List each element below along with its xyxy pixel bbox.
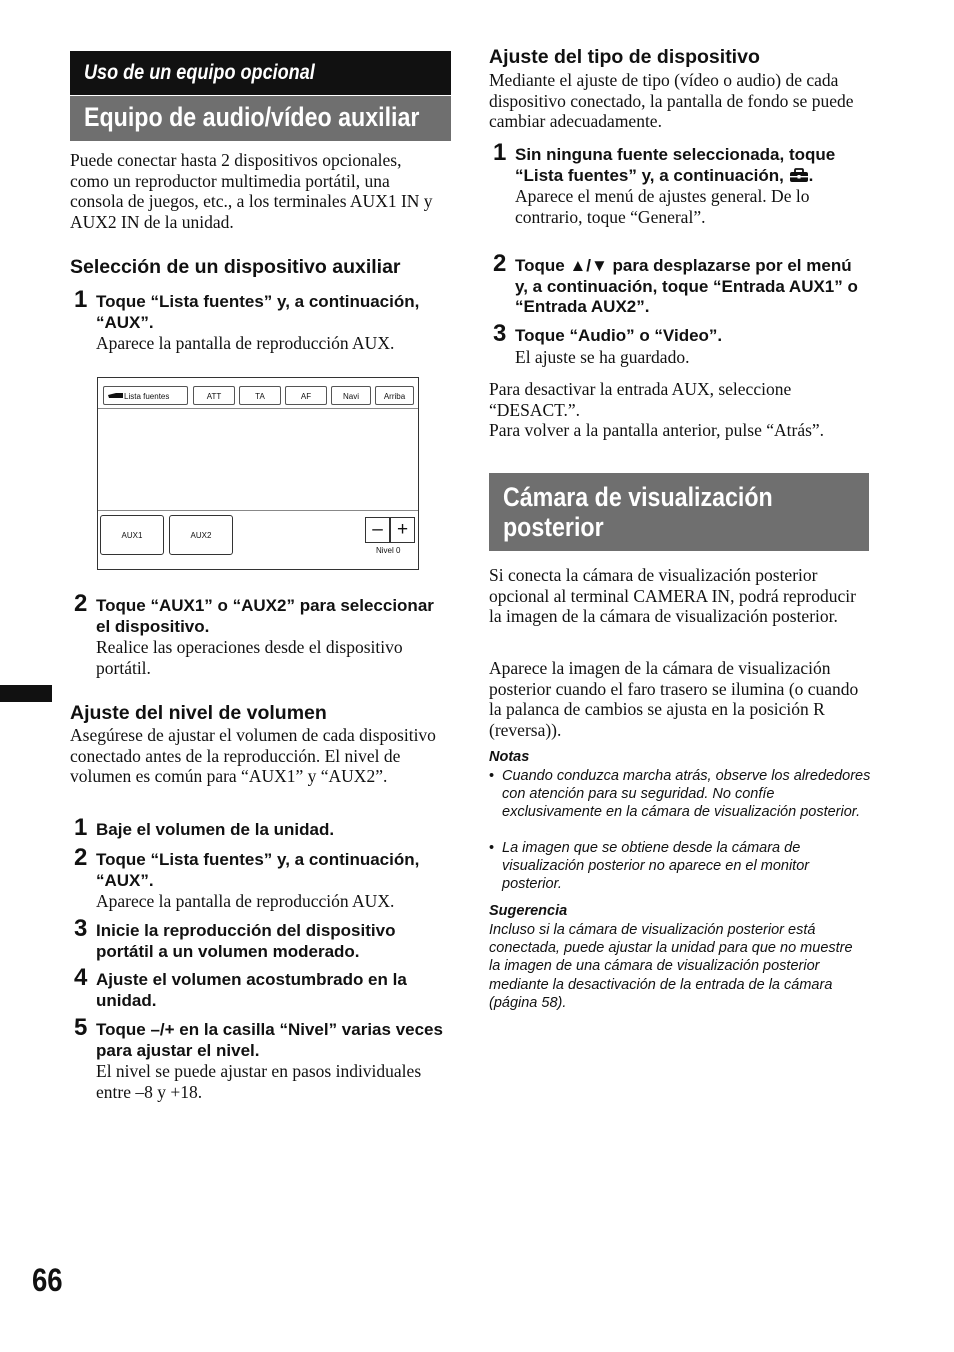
level-readout: Nivel 0 (376, 546, 401, 555)
step-result: El ajuste se ha guardado. (515, 346, 690, 367)
selection-heading: Selección de un dispositivo auxiliar (70, 256, 401, 278)
step-number: 1 (74, 814, 88, 841)
note-item (489, 767, 872, 822)
navi-button[interactable]: Navi (331, 386, 371, 405)
selection-step-2 (74, 590, 446, 679)
tip-text: Incluso si la cámara de visualización posterior está conectada, puede ajustar la unidad para que no muestre la imagen de una cámara de visualización posterior mediante la desactivación de la entrada de la cámara (página 58). (489, 922, 853, 1011)
camera-paragraph-2: Aparece la imagen de la cámara de visualización posterior cuando el faro trasero se ilumina (o cuando la palanca de cambios se ajusta en la posición R (reversa)). (489, 658, 859, 740)
device-type-step-1 (493, 139, 860, 228)
step-number: 2 (74, 844, 88, 871)
step-instruction: Toque “Audio” o “Video”. (515, 326, 723, 345)
step-result: Aparece el menú de ajustes general. De lo contrario, toque “General”. (515, 186, 810, 227)
step-instruction: Toque “Lista fuentes” y, a continuación, “AUX”. (96, 292, 420, 332)
camera-section-title (489, 473, 869, 551)
source-list-icon (107, 392, 124, 400)
tip-heading: Sugerencia (489, 903, 568, 919)
step-number: 4 (74, 964, 88, 991)
step-instruction: Toque ▲/▼ para desplazarse por el menú y, a continuación, toque “Entrada AUX1” o “Entrada AUX2”. (515, 256, 858, 316)
page-title-aux-text: Equipo de audio/vídeo auxiliar (84, 102, 420, 132)
level-minus-button[interactable]: – (365, 517, 390, 543)
aux2-button[interactable]: AUX2 (169, 515, 233, 555)
step-instruction: Toque “Lista fuentes” y, a continuación, “AUX”. (96, 850, 420, 890)
step-result: El nivel se puede ajustar en pasos individuales entre –8 y +18. (96, 1061, 422, 1102)
section-label-bar (70, 51, 451, 95)
volume-step-5 (74, 1014, 448, 1103)
arriba-button[interactable]: Arriba (375, 386, 414, 405)
step-number: 1 (493, 139, 507, 166)
note-item-text: La imagen que se obtiene desde la cámara de visualización posterior no aparece en el monitor posterior. (502, 840, 810, 893)
step-instruction: Toque “AUX1” o “AUX2” para seleccionar el dispositivo. (96, 596, 434, 636)
volume-step-3 (74, 915, 448, 962)
volume-intro: Asegúrese de ajustar el volumen de cada dispositivo conectado antes de la reproducción. El nivel de volumen es común para “AUX1” y “AUX2”. (70, 725, 436, 786)
step-number: 3 (74, 915, 88, 942)
volume-step-1 (74, 814, 448, 841)
step-result: Realice las operaciones desde el dispositivo portátil. (96, 637, 403, 678)
step-number: 2 (493, 250, 507, 277)
note-item-text: Cuando conduzca marcha atrás, observe los alrededores con atención para su seguridad. No confíe exclusivamente en la cámara de visualización posterior. (502, 768, 871, 821)
step-number: 3 (493, 320, 507, 347)
step-instruction: Ajuste el volumen acostumbrado en la unidad. (96, 970, 407, 1010)
aux1-button[interactable]: AUX1 (100, 515, 164, 555)
step-instruction-text: Sin ninguna fuente seleccionada, toque “Lista fuentes” y, a continuación, (515, 145, 836, 185)
source-list-button[interactable] (103, 386, 188, 405)
source-list-label: Lista fuentes (124, 392, 170, 401)
volume-step-2 (74, 844, 448, 912)
step-instruction: Baje el volumen de la unidad. (96, 820, 335, 839)
page-number: 66 (32, 1262, 63, 1298)
camera-section-title-text: Cámara de visualización posterior (503, 482, 773, 542)
back-note: Para volver a la pantalla anterior, pulse “Atrás”. (489, 420, 825, 440)
volume-step-4 (74, 964, 448, 1011)
step-instruction: Inicie la reproducción del dispositivo portátil a un volumen moderado. (96, 921, 396, 961)
att-button[interactable]: ATT (193, 386, 235, 405)
ta-button[interactable]: TA (239, 386, 281, 405)
step-instruction-period: . (808, 165, 814, 185)
notes-heading: Notas (489, 749, 530, 765)
screen-bottom-divider (98, 510, 418, 511)
volume-heading: Ajuste del nivel de volumen (70, 702, 327, 724)
device-type-intro: Mediante el ajuste de tipo (vídeo o audio) de cada dispositivo conectado, la pantalla de fondo se puede cambiar adecuadamente. (489, 70, 854, 131)
aux-playback-screen (97, 377, 419, 570)
intro-paragraph: Puede conectar hasta 2 dispositivos opcionales, como un reproductor multimedia portátil, una consola de juegos, etc., a los terminales AUX1 IN y AUX2 IN de la unidad. (70, 150, 433, 232)
step-instruction (515, 145, 860, 186)
screen-top-divider (98, 408, 418, 409)
bullet-icon: • (489, 840, 495, 856)
toolbox-icon (789, 168, 809, 183)
af-button[interactable]: AF (285, 386, 327, 405)
step-number: 1 (74, 286, 88, 313)
page-title-aux (70, 96, 451, 141)
step-instruction: Toque –/+ en la casilla “Nivel” varias veces para ajustar el nivel. (96, 1020, 443, 1060)
step-result: Aparece la pantalla de reproducción AUX. (96, 333, 395, 353)
device-type-heading: Ajuste del tipo de dispositivo (489, 46, 760, 68)
device-type-step-2 (493, 250, 860, 318)
device-type-step-3 (493, 320, 860, 368)
page-tab-marker (0, 685, 52, 702)
level-plus-button[interactable]: + (390, 517, 415, 543)
aux-off-note: Para desactivar la entrada AUX, seleccione “DESACT.”. (489, 379, 792, 420)
section-label: Uso de un equipo opcional (84, 61, 315, 84)
step-number: 5 (74, 1014, 88, 1041)
camera-paragraph-1: Si conecta la cámara de visualización posterior opcional al terminal CAMERA IN, podrá reproducir la imagen de la cámara de visualización posterior. (489, 565, 856, 626)
bullet-icon: • (489, 768, 495, 784)
step-result: Aparece la pantalla de reproducción AUX. (96, 891, 395, 911)
selection-step-1 (74, 286, 446, 354)
note-item (489, 839, 842, 894)
step-number: 2 (74, 590, 88, 617)
